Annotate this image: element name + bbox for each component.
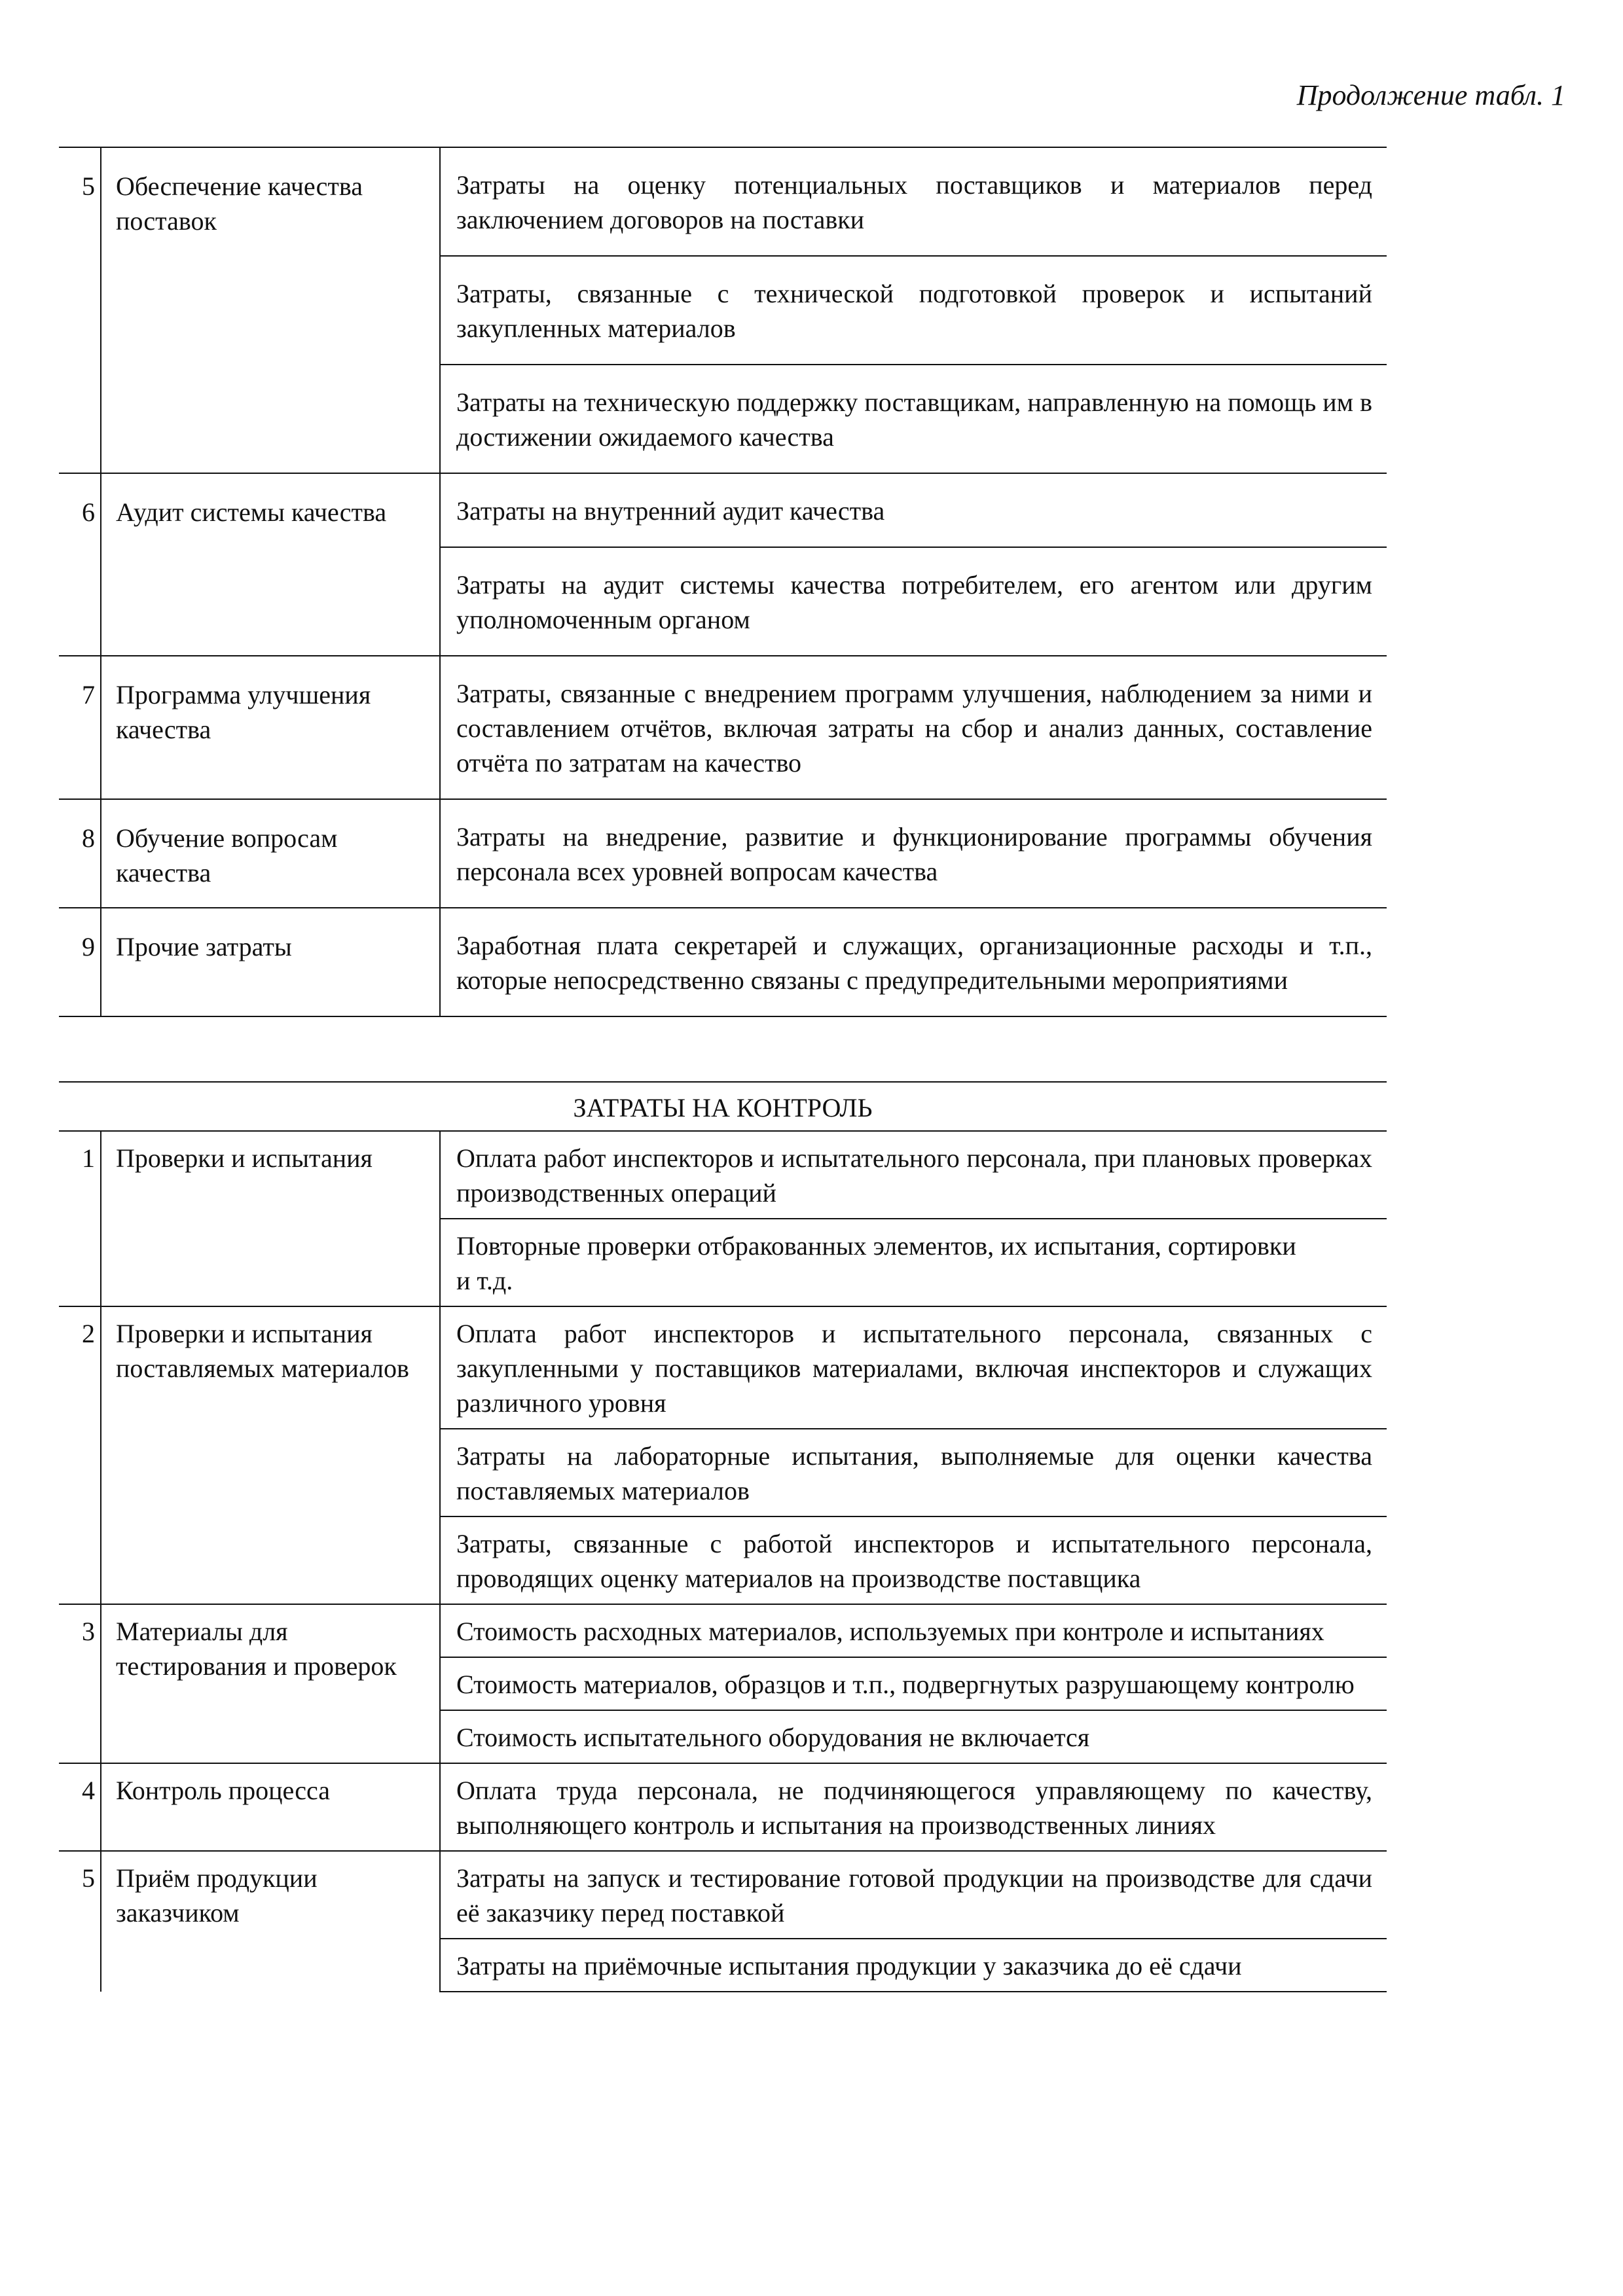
cost-category: Обеспечение качества поставок: [101, 147, 440, 473]
cost-item: Оплата работ инспекторов и испытательного персонала, при плановых проверках производственных операций: [440, 1131, 1387, 1219]
section-title: ЗАТРАТЫ НА КОНТРОЛЬ: [59, 1082, 1387, 1131]
cost-category: Программа улучшения качества: [101, 656, 440, 799]
row-number: 9: [59, 908, 101, 1016]
table-row: [59, 473, 1387, 547]
cost-table-prevention: [59, 147, 1387, 1017]
cost-item: Затраты на оценку потенциальных поставщиков и материалов перед заключением договоров на поставки: [440, 147, 1387, 256]
table-row: [59, 1306, 1387, 1429]
table-row: [59, 1851, 1387, 1939]
cost-item: Стоимость материалов, образцов и т.п., подвергнутых разрушающему контролю: [440, 1657, 1387, 1710]
cost-item: Оплата труда персонала, не подчиняющегося управляющему по качеству, выполняющего контроль и испытания на производственных линиях: [440, 1763, 1387, 1851]
cost-category: Контроль процесса: [101, 1763, 440, 1851]
cost-item-line: и т.д.: [456, 1266, 513, 1295]
cost-category: Проверки и испытания поставляемых материалов: [101, 1306, 440, 1604]
cost-category: Аудит системы качества: [101, 473, 440, 656]
cost-item: Оплата работ инспекторов и испытательного персонала, связанных с закупленными у поставщиков материалами, включая инспекторов и служащих различного уровня: [440, 1306, 1387, 1429]
row-number: 2: [59, 1306, 101, 1604]
table-row: [59, 1763, 1387, 1851]
table-continuation-label: Продолжение табл. 1: [1296, 79, 1565, 111]
section-title-row: [59, 1082, 1387, 1131]
cost-item: Затраты на аудит системы качества потребителем, его агентом или другим уполномоченным органом: [440, 547, 1387, 656]
cost-item: Затраты на внедрение, развитие и функционирование программы обучения персонала всех уровней вопросам качества: [440, 799, 1387, 908]
table-row: [59, 147, 1387, 256]
table-row: [59, 799, 1387, 908]
cost-item: Затраты, связанные с внедрением программ улучшения, наблюдением за ними и составлением отчётов, включая затраты на сбор и анализ данных, составление отчёта по затратам на качество: [440, 656, 1387, 799]
row-number: 4: [59, 1763, 101, 1851]
cost-item: Заработная плата секретарей и служащих, организационные расходы и т.п., которые непосредственно связаны с предупредительными мероприятиями: [440, 908, 1387, 1016]
cost-item: Затраты, связанные с работой инспекторов и испытательного персонала, проводящих оценку материалов на производстве поставщика: [440, 1516, 1387, 1604]
cost-item-line: Повторные проверки отбракованных элементов, их испытания, сортировки: [456, 1231, 1296, 1261]
cost-item: Затраты на лабораторные испытания, выполняемые для оценки качества поставляемых материалов: [440, 1429, 1387, 1516]
cost-item: Затраты на приёмочные испытания продукции у заказчика до её сдачи: [440, 1939, 1387, 1992]
table-row: [59, 908, 1387, 1016]
cost-category: Прочие затраты: [101, 908, 440, 1016]
cost-item: Стоимость испытательного оборудования не включается: [440, 1710, 1387, 1763]
cost-item: Затраты на запуск и тестирование готовой продукции на производстве для сдачи её заказчику перед поставкой: [440, 1851, 1387, 1939]
row-number: 5: [59, 147, 101, 473]
table-row: [59, 1604, 1387, 1657]
row-number: 7: [59, 656, 101, 799]
cost-category: Обучение вопросам качества: [101, 799, 440, 908]
row-number: 5: [59, 1851, 101, 1992]
cost-category: Материалы для тестирования и проверок: [101, 1604, 440, 1763]
table-row: [59, 1131, 1387, 1219]
row-number: 6: [59, 473, 101, 656]
cost-item: [440, 1219, 1387, 1306]
cost-category: Приём продукции заказчиком: [101, 1851, 440, 1992]
cost-item: Стоимость расходных материалов, используемых при контроле и испытаниях: [440, 1604, 1387, 1657]
row-number: 1: [59, 1131, 101, 1306]
cost-item: Затраты, связанные с технической подготовкой проверок и испытаний закупленных материалов: [440, 256, 1387, 365]
cost-item: Затраты на техническую поддержку поставщикам, направленную на помощь им в достижении ожидаемого качества: [440, 365, 1387, 473]
cost-category: Проверки и испытания: [101, 1131, 440, 1306]
cost-item: Затраты на внутренний аудит качества: [440, 473, 1387, 547]
table-row: [59, 656, 1387, 799]
row-number: 8: [59, 799, 101, 908]
row-number: 3: [59, 1604, 101, 1763]
cost-table-control: [59, 1081, 1387, 1992]
